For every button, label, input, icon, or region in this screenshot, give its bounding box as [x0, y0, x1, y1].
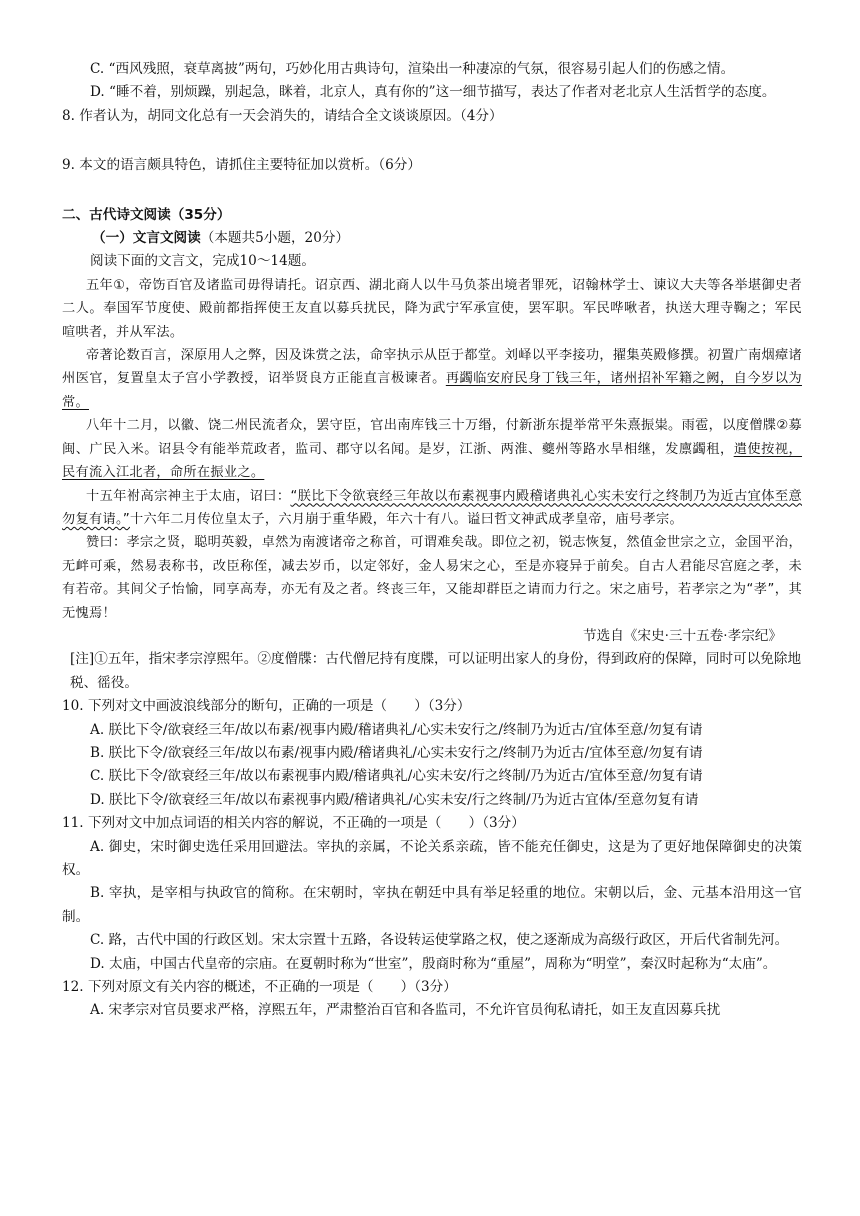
passage-paragraph-1: 五年①，帝饬百官及诸监司毋得请托。诏京西、湖北商人以牛马负茶出境者罪死，诏翰林学士、谏议大夫等各举堪御史者二人。奉国军节度使、殿前都指挥使王友直以募兵扰民，降为武宁军承宣使，罢军职。军民哗啾者，执送大理寺鞠之；军民喧哄者，并从军法。 — [62, 277, 802, 340]
passage-text: 帝著论数百言，深原用人之弊，因及诛赏之法，命宰执示从臣于都堂。刘峄以平李接功，擢集英殿修撰。初置广南烟瘴诸州医官，复置皇太子宫小学教授，诏举贤良方正能直言极谏者。 — [62, 348, 802, 387]
wavy-underlined-sentence: “朕比下令欲衰经三年故以布素视事内殿稽诸典礼心实未安行之终制乃为近古宜体至意勿复有请。” — [62, 488, 802, 527]
passage-source: 节选自《宋史·三十五卷·孝宗纪》 — [583, 627, 782, 644]
q11-option-c: C. 路，古代中国的行政区划。宋太宗置十五路，各设转运使掌路之权，使之逐渐成为高级行政区，开后代省制先河。 — [90, 932, 789, 949]
exam-page — [62, 58, 802, 1023]
section-title: 二、古代诗文阅读（35分） — [62, 206, 231, 223]
q10-option-b: B. 朕比下令/欲衰经三年/故以布素/视事内殿/稽诸典礼/心实未安行之/终制乃为近古/宜体至意/勿复有请 — [90, 744, 703, 761]
passage-paragraph-3 — [62, 414, 802, 484]
instruction: 阅读下面的文言文，完成10～14题。 — [90, 253, 315, 270]
subsection-label: （一）文言文阅读 — [92, 230, 201, 247]
subsection-title — [62, 227, 802, 250]
underlined-sentence: 再蠲临安府民身丁钱三年，诸州招补军籍之阙，自今岁以为常。 — [62, 371, 802, 410]
q10-option-d: D. 朕比下令/欲衰经三年/故以布素视事内殿/稽诸典礼/心实未安/行之终制/乃为近古宜体/至意勿复有请 — [90, 791, 699, 808]
question-10: 10. 下列对文中画波浪线部分的断句，正确的一项是（ ）（3分） — [62, 698, 471, 715]
q11-option-a: A. 御史，宋时御史选任采用回避法。宰执的亲属，不论关系亲疏，皆不能充任御史，这是为了更好地保障御史的决策权。 — [62, 838, 802, 878]
question-11: 11. 下列对文中加点词语的相关内容的解说，不正确的一项是（ ）（3分） — [62, 815, 525, 832]
passage-text: 八年十二月，以徽、饶二州民流者众，罢守臣，官出南库钱三十万缗，付新浙东提举常平朱熹振粜。雨雹，以度僧牒②募闽、广民入米。诏县令有能举荒政者，监司、郡守以名闻。是岁，江浙、两淮、夔州等路水旱相继，发廪蠲租， — [62, 418, 802, 457]
passage-text: 十六年二月传位皇太子，六月崩于重华殿，年六十有八。谥曰哲文神武成孝皇帝，庙号孝宗。 — [129, 511, 683, 527]
passage-paragraph-4 — [62, 485, 802, 532]
q10-option-c: C. 朕比下令/欲衰经三年/故以布素视事内殿/稽诸典礼/心实未安/行之终制/乃为近古/宜体至意/勿复有请 — [90, 768, 703, 785]
q11-option-b: B. 宰执，是宰相与执政官的简称。在宋朝时，宰执在朝廷中具有举足轻重的地位。宋朝以后，金、元基本沿用这一官制。 — [62, 885, 802, 925]
option-d-q7: D. “睡不着，别烦躁，别起急，眯着，北京人，真有你的”这一细节描写，表达了作者对老北京人生活哲学的态度。 — [90, 84, 776, 101]
q12-option-a: A. 宋孝宗对官员要求严格，淳熙五年，严肃整治百官和各监司，不允许官员徇私请托，如王友直因募兵扰 — [90, 1002, 721, 1019]
q10-option-a: A. 朕比下令/欲衰经三年/故以布素/视事内殿/稽诸典礼/心实未安行之/终制乃为近古/宜体至意/勿复有请 — [90, 721, 703, 738]
q11-option-d: D. 太庙，中国古代皇帝的宗庙。在夏朝时称为“世室”，殷商时称为“重屋”，周称为“明堂”，秦汉时起称为“太庙”。 — [90, 955, 777, 972]
passage-paragraph-2 — [62, 344, 802, 414]
passage-paragraph-5: 赞曰：孝宗之贤，聪明英毅，卓然为南渡诸帝之称首，可谓难矣哉。即位之初，锐志恢复，然值金世宗之立，金国平治，无衅可乘，然易表称书，改臣称侄，减去岁币，以定邻好，金人易宋之心，至是亦寝异于前矣。自古人君能尽宫庭之孝，未有若帝。其间父子怡愉，同享高寿，亦无有及之者。终丧三年，又能却群臣之请而力行之。宋之庙号，若孝宗之为“孝”，其无愧焉！ — [62, 535, 802, 621]
passage-text: 十五年祔高宗神主于太庙，诏曰： — [86, 488, 291, 504]
underlined-sentence: 遣使按视，民有流入江北者，命所在振业之。 — [62, 441, 803, 481]
question-8: 8. 作者认为，胡同文化总有一天会消失的，请结合全文谈谈原因。（4分） — [62, 107, 503, 124]
answer-space — [62, 128, 802, 154]
question-9: 9. 本文的语言颇具特色，请抓住主要特征加以赏析。（6分） — [62, 157, 421, 174]
footnote: [注]①五年，指宋孝宗淳熙年。②度僧牒：古代僧尼持有度牒，可以证明出家人的身份，得到政府的保障，同时可以免除地税、徭役。 — [70, 651, 802, 691]
answer-space — [62, 178, 802, 204]
subsection-info: （本题共5小题，20分） — [200, 230, 350, 247]
option-c-q7: C. “西风残照，衰草离披”两句，巧妙化用古典诗句，渲染出一种凄凉的气氛，很容易引起人们的伤感之情。 — [90, 61, 735, 77]
question-12: 12. 下列对原文有关内容的概述，不正确的一项是（ ）（3分） — [62, 979, 457, 996]
